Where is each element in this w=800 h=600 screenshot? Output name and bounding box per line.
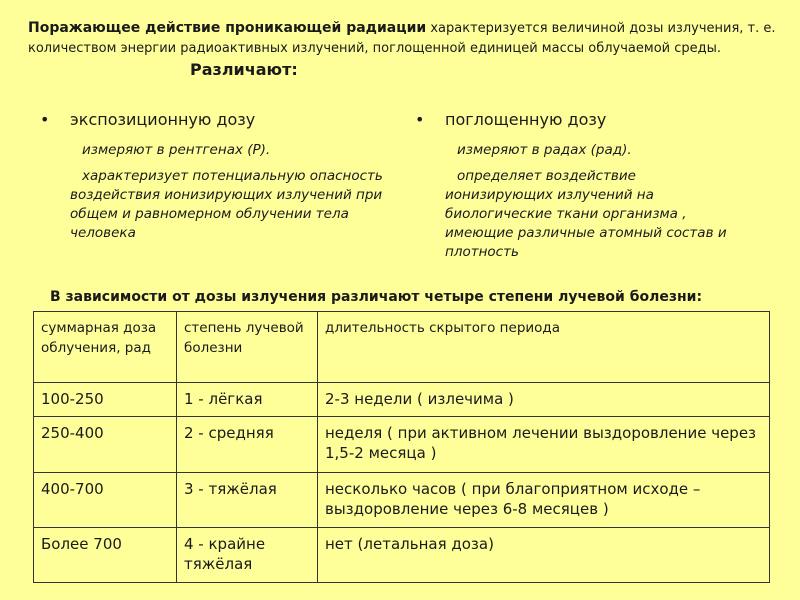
radiation-sickness-table [33,311,770,583]
degree-cell: 4 - крайне тяжёлая [177,527,318,582]
intro-lead: Поражающее действие проникающей радиации [28,20,427,36]
absorbed-dose-title: поглощенную дозу [445,110,607,129]
table-title: В зависимости от дозы излучения различают четыре степени лучевой болезни: [50,289,703,305]
bullet-icon: • [40,110,50,129]
intro-paragraph [28,18,788,59]
latent-period-cell: неделя ( при активном лечении выздоровление через 1,5-2 месяца ) [318,417,770,472]
exposure-dose-description: характеризует потенциальную опасность воздействия ионизирующих излучений при общем и равномерном облучении тела человека [70,168,383,241]
dose-cell: 100-250 [34,383,177,417]
absorbed-dose-unit: измеряют в радах (рад). [457,142,632,158]
table-row [34,417,770,472]
absorbed-dose-item [415,110,745,129]
exposure-dose-column [40,110,385,243]
degree-cell: 1 - лёгкая [177,383,318,417]
latent-period-cell: 2-3 недели ( излечима ) [318,383,770,417]
header-latent-period: длительность скрытого периода [318,312,770,383]
latent-period-cell: несколько часов ( при благоприятном исходе – выздоровление через 6-8 месяцев ) [318,472,770,527]
absorbed-dose-description: определяет воздействие ионизирующих излучений на биологические ткани организма , имеющие различные атомный состав и плотность [445,168,727,260]
latent-period-cell: нет (летальная доза) [318,527,770,582]
table-row [34,383,770,417]
intro-text: характеризуется величиной дозы излучения, т. е. количеством энергии радиоактивных излучений, поглощенной единицей массы облучаемой среды. [28,21,776,56]
distinguish-heading: Различают: [190,60,298,79]
exposure-dose-unit: измеряют в рентгенах (Р). [82,142,271,158]
absorbed-dose-column [415,110,745,262]
table-row [34,527,770,582]
dose-cell: Более 700 [34,527,177,582]
dose-cell: 250-400 [34,417,177,472]
dose-cell: 400-700 [34,472,177,527]
table-header-row [34,312,770,383]
bullet-icon: • [415,110,425,129]
degree-cell: 2 - средняя [177,417,318,472]
exposure-dose-item [40,110,385,129]
exposure-dose-title: экспозиционную дозу [70,110,256,129]
table-row [34,472,770,527]
degree-cell: 3 - тяжёлая [177,472,318,527]
header-dose: суммарная доза облучения, рад [34,312,177,383]
header-degree: степень лучевой болезни [177,312,318,383]
